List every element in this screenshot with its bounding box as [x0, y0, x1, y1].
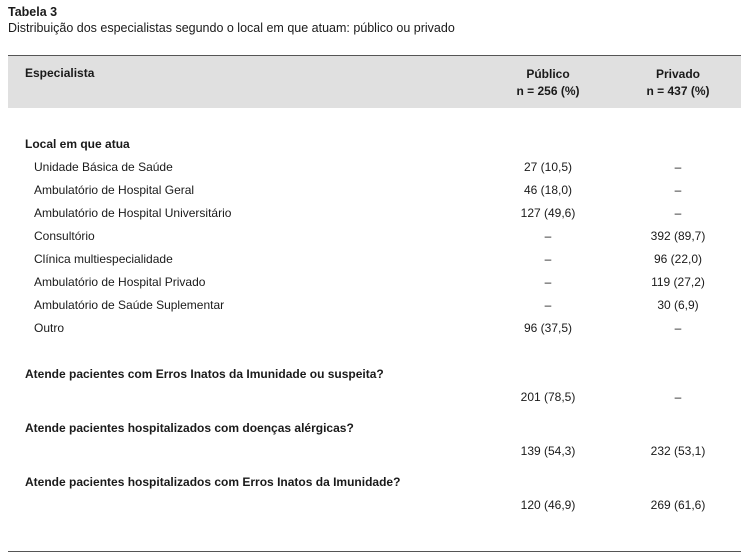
row-label: Ambulatório de Hospital Universitário [34, 206, 232, 220]
header-privado-n: n = 437 (%) [646, 84, 710, 98]
table-row [8, 273, 741, 291]
row-publico: 139 (54,3) [520, 444, 576, 458]
header-especialista: Especialista [25, 66, 95, 80]
table-title: Distribuição dos especialistas segundo o local em que atuam: público ou privado [8, 21, 455, 35]
row-privado: 269 (61,6) [650, 498, 706, 512]
section-title: Atende pacientes com Erros Inatos da Imunidade ou suspeita? [25, 367, 384, 381]
row-publico: 127 (49,6) [520, 206, 576, 220]
row-label: Clínica multiespecialidade [34, 252, 173, 266]
table-row [8, 227, 741, 245]
row-privado: – [674, 390, 682, 404]
section-title: Atende pacientes hospitalizados com doenças alérgicas? [25, 421, 354, 435]
row-label: Outro [34, 321, 65, 335]
row-publico: – [544, 229, 552, 243]
row-label: Ambulatório de Hospital Geral [34, 183, 195, 197]
section-title: Atende pacientes hospitalizados com Erros Inatos da Imunidade? [25, 475, 401, 489]
row-publico: – [544, 298, 552, 312]
table-caption [8, 5, 455, 37]
header-publico [483, 66, 613, 100]
table-row [8, 296, 741, 314]
table-row [8, 158, 741, 176]
row-privado: – [674, 321, 682, 335]
table-header [8, 55, 741, 108]
row-privado: – [674, 183, 682, 197]
header-privado-title: Privado [655, 67, 700, 81]
table-row [8, 250, 741, 268]
table-row [8, 319, 741, 337]
row-privado: 232 (53,1) [650, 444, 706, 458]
table-bottom-rule [8, 551, 741, 552]
header-publico-title: Público [526, 67, 570, 81]
section-title: Local em que atua [25, 137, 130, 151]
row-publico: 201 (78,5) [520, 390, 576, 404]
row-label: Consultório [34, 229, 95, 243]
row-privado: 96 (22,0) [653, 252, 703, 266]
row-publico: 46 (18,0) [523, 183, 573, 197]
table-label: Tabela 3 [8, 5, 58, 19]
row-privado: – [674, 206, 682, 220]
table-row [8, 496, 741, 514]
header-publico-n: n = 256 (%) [516, 84, 580, 98]
row-publico: 96 (37,5) [523, 321, 573, 335]
row-privado: 392 (89,7) [650, 229, 706, 243]
table-row [8, 442, 741, 460]
row-publico: – [544, 252, 552, 266]
header-privado [613, 66, 743, 100]
row-privado: 30 (6,9) [657, 298, 699, 312]
table-row [8, 181, 741, 199]
table-row [8, 388, 741, 406]
row-label: Ambulatório de Saúde Suplementar [34, 298, 225, 312]
row-publico: 120 (46,9) [520, 498, 576, 512]
row-publico: 27 (10,5) [523, 160, 573, 174]
table-row [8, 204, 741, 222]
row-label: Ambulatório de Hospital Privado [34, 275, 206, 289]
row-publico: – [544, 275, 552, 289]
row-label: Unidade Básica de Saúde [34, 160, 173, 174]
row-privado: – [674, 160, 682, 174]
row-privado: 119 (27,2) [651, 275, 705, 289]
